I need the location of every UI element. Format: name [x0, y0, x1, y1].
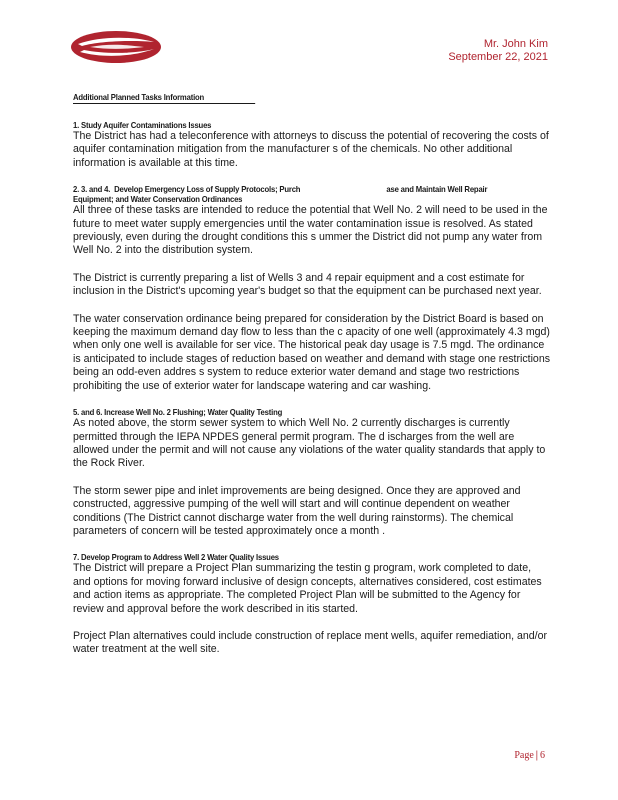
letter-header — [448, 38, 548, 64]
paragraph: The District is currently preparing a list of Wells 3 and 4 repair equipment and a cost estimate for inclusion in the District's upcoming year's budget so that the equipment can be purchased next year. — [73, 271, 542, 298]
section-heading: 5. and 6. Increase Well No. 2 Flushing; Water Quality Testing — [73, 407, 283, 418]
section-1 — [73, 120, 551, 170]
document-body — [73, 92, 551, 657]
company-logo — [70, 30, 162, 64]
letter-date: September 22, 2021 — [448, 51, 548, 63]
paragraph: As noted above, the storm sewer system to which Well No. 2 currently discharges is currently permitted through the IEPA NPDES general permit program. The d ischarges from the well are allowed under the permit and will not cause any violations of the water quality standards that apply to the Rock River. — [73, 417, 546, 470]
page-number: 6 — [540, 750, 545, 761]
section-heading: 1. Study Aquifer Contaminations Issues — [73, 120, 212, 130]
main-heading: Additional Planned Tasks Information — [73, 92, 513, 104]
recipient-name: Mr. John Kim — [483, 38, 548, 50]
page-label: Page — [514, 750, 534, 761]
paragraph: Project Plan alternatives could include construction of replace ment wells, aquifer remediation, and/or water treatment at the well site. — [73, 629, 548, 656]
section-2 — [73, 184, 551, 393]
paragraph: The storm sewer pipe and inlet improvements are being designed. Once they are approved and constructed, aggressive pumping of the well will start and will continue dependent on weather conditions (The District cannot discharge water from the well during rainstorms). The chemical parameters of concern will be tested approximately once a month . — [73, 484, 521, 537]
page-separator: | — [535, 750, 538, 761]
section-4 — [73, 552, 551, 656]
paragraph: The District will prepare a Project Plan summarizing the testin g program, work completed to date, and options for moving forward inclusive of design concepts, alternatives considered, cost estimates and action items as appropriate. The completed Project Plan will be submitted to the Agency for review and approval before the work described in itis started. — [73, 562, 542, 615]
page-footer — [514, 750, 545, 761]
section-heading: 2. 3. and 4. Develop Emergency Loss of Supply Protocols; Purch ase and Maintain Well Repair Equipment; and Water Conservation Ordinances — [73, 184, 490, 205]
paragraph: The water conservation ordinance being prepared for consideration by the District Board is based on keeping the maximum demand day flow to less than the c apacity of one well (approximately 4.3 mgd) when only one well is available for ser vice. The historical peak day usage is 7.5 mgd. The ordinance is anticipated to include stages of reduction based on weather and demand with stage one restrictions being an odd-even addres s system to reduce exterior water demand and stage two restrictions prohibiting the use of exterior water for landscape watering and car washing. — [73, 312, 551, 392]
section-heading: 7. Develop Program to Address Well 2 Water Quality Issues — [73, 552, 279, 563]
paragraph: The District has had a teleconference with attorneys to discuss the potential of recovering the costs of aquifer contamination mitigation from the manufacturer s of the chemicals. No other additional information is available at this time. — [73, 130, 549, 169]
section-3 — [73, 407, 551, 538]
paragraph: All three of these tasks are intended to reduce the potential that Well No. 2 will need to be used in the future to meet water supply emergencies until the water contamination issue is resolved. As stated previously, even during the drought conditions this s ummer the District did not pump any water from Well No. 2 into the distribution system. — [73, 204, 548, 257]
